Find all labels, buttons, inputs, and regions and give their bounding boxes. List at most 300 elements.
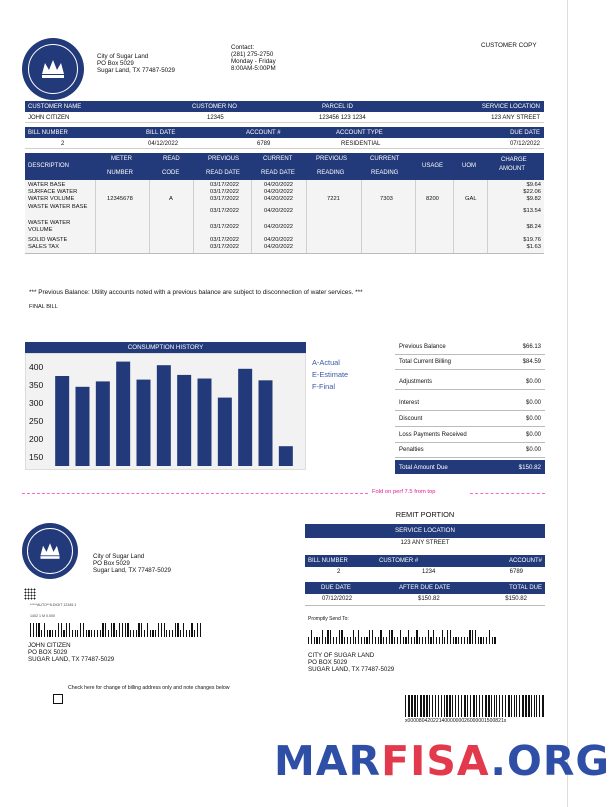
remit-row1-labels: [305, 555, 545, 567]
barcode-bar: [194, 630, 195, 637]
barcode-bar: [175, 623, 176, 637]
col-description: DESCRIPTION: [28, 163, 70, 169]
value-customer-no: 12345: [207, 114, 224, 121]
barcode-bar: [464, 637, 465, 644]
col-prev-reading-2: READING: [317, 170, 345, 176]
barcode-bar: [469, 630, 470, 644]
detail-cell-amount: $9.64: [526, 182, 541, 188]
summary-label: Previous Balance: [399, 344, 446, 350]
y-tick-label: 400: [29, 362, 44, 372]
barcode-bar: [423, 695, 425, 717]
mailer-auto-line: *****AUTO**5-DIGIT 12345 1: [30, 603, 77, 607]
barcode-bar: [432, 695, 433, 717]
fold-line-left: [22, 493, 368, 494]
promptly-send-to-label: Promptly Send To:: [308, 616, 349, 622]
watermark-part1: MAR: [274, 737, 382, 785]
barcode-bar: [476, 695, 477, 717]
barcode-bar: [350, 637, 351, 644]
barcode-bar: [417, 695, 418, 717]
col-curr-reading-2: READING: [371, 170, 399, 176]
consumption-bar: [137, 380, 151, 466]
detail-row-description: WATER BASE: [28, 182, 66, 188]
barcode-bar: [430, 637, 431, 644]
col-charge-1: CHARGE: [501, 157, 527, 163]
value-service-location: 123 ANY STREET: [491, 114, 540, 121]
barcode-bar: [486, 637, 487, 644]
barcode-bar: [366, 637, 367, 644]
city-address-block: [97, 53, 175, 74]
city-seal-logo-remit: [22, 523, 78, 579]
barcode-bar: [485, 695, 487, 717]
y-tick-label: 200: [29, 434, 44, 444]
detail-cell-prev-date: 03/17/2022: [210, 182, 240, 188]
barcode-bar: [336, 637, 337, 644]
detail-cell-prev-date: 03/17/2022: [210, 237, 240, 243]
remit-value-account: 6789: [509, 569, 523, 575]
barcode-bar: [499, 695, 500, 717]
barcode-bar: [83, 623, 84, 637]
barcode-bar: [502, 695, 503, 717]
mailer-line-3: SUGAR LAND, TX 77487-5029: [28, 656, 115, 663]
bill-header-values: [25, 139, 544, 149]
label-due-date: DUE DATE: [510, 129, 540, 136]
contact-phone: (281) 275-2750: [231, 51, 274, 58]
summary-row: [395, 428, 545, 443]
barcode-bar: [455, 695, 456, 717]
barcode-bar: [414, 695, 416, 717]
barcode-bar: [150, 630, 151, 637]
payee-line-3: SUGAR LAND, TX 77487-5029: [308, 666, 395, 673]
consumption-bar: [177, 375, 191, 466]
barcode-bar: [536, 695, 537, 717]
col-usage: USAGE: [422, 163, 444, 169]
legend-estimate: E-Estimate: [312, 370, 349, 379]
barcode-bar: [508, 695, 510, 717]
detail-cell-uom: GAL: [465, 196, 477, 202]
barcode-bar: [441, 695, 442, 717]
mailer-address: [28, 642, 114, 663]
detail-cell-curr-date: 04/20/2022: [264, 237, 294, 243]
barcode-bar: [461, 695, 462, 717]
label-parcel-id: PARCEL ID: [322, 103, 354, 110]
col-meter-1: METER: [111, 156, 132, 162]
value-due-date: 07/12/2022: [509, 140, 540, 147]
barcode-bar: [344, 637, 345, 644]
barcode-bar: [108, 630, 109, 637]
barcode-bar: [38, 623, 39, 637]
detail-cell-amount: $8.24: [526, 224, 541, 230]
barcode-bar: [113, 623, 114, 637]
barcode-bar: [347, 637, 348, 644]
barcode-bar: [511, 695, 512, 717]
city-city-line: Sugar Land, TX 77487-5029: [97, 67, 175, 74]
barcode-bar: [483, 637, 484, 644]
consumption-chart-svg: [26, 354, 307, 471]
barcode-bar: [375, 637, 376, 644]
legend-final: F-Final: [312, 382, 335, 391]
barcode-bar: [516, 695, 517, 717]
barcode-bar: [122, 623, 123, 637]
detail-cell-amount: $13.54: [523, 208, 541, 214]
barcode-bar: [80, 623, 81, 637]
barcode-bar: [41, 630, 42, 637]
barcode-bar: [467, 695, 468, 717]
barcode-bar: [191, 623, 192, 637]
barcode-bar: [428, 630, 429, 644]
barcode-bar: [435, 695, 436, 717]
barcode-bar: [478, 637, 479, 644]
summary-row: [395, 355, 545, 370]
city-seal-logo: [22, 38, 84, 100]
barcode-bar: [522, 695, 524, 717]
barcode-bar: [144, 630, 145, 637]
remit-row2-values: [305, 596, 545, 606]
barcode-bar: [426, 695, 428, 717]
summary-amount: $66.13: [522, 344, 541, 350]
summary-amount: $0.00: [525, 379, 541, 385]
barcode-bar: [436, 637, 437, 644]
barcode-bar: [411, 695, 413, 717]
barcode-bar: [58, 623, 59, 637]
detail-cell-curr-read: 7303: [380, 196, 393, 202]
total-amount-due-row: [395, 460, 545, 474]
col-uom: UOM: [462, 163, 476, 169]
consumption-bar: [218, 398, 232, 466]
barcode-bar: [47, 630, 48, 637]
barcode-bar: [52, 630, 53, 637]
barcode-bar: [420, 695, 422, 717]
barcode-bar: [525, 695, 527, 717]
barcode-bar: [458, 695, 459, 717]
detail-column-headers: [25, 153, 544, 180]
value-account-number: 6789: [257, 140, 271, 147]
barcode-bar: [311, 630, 312, 644]
barcode-bar: [449, 695, 451, 717]
final-bill-label: FINAL BILL: [29, 304, 58, 310]
barcode-bar: [534, 695, 535, 717]
barcode-bar: [69, 623, 70, 637]
total-amount-due-label: Total Amount Due: [399, 464, 448, 471]
barcode-bar: [479, 695, 480, 717]
crown-icon: [38, 54, 68, 84]
payee-line-1: CITY OF SUGAR LAND: [308, 652, 375, 659]
barcode-bar: [450, 630, 451, 644]
consumption-bar: [259, 380, 273, 466]
consumption-bar: [238, 369, 252, 466]
barcode-bar: [531, 695, 532, 717]
barcode-bar: [183, 623, 184, 637]
detail-cell-usage: 8200: [426, 196, 439, 202]
remit-value-total-due: $150.82: [505, 596, 527, 602]
value-bill-date: 04/12/2022: [148, 140, 179, 147]
barcode-bar: [475, 630, 476, 644]
watermark-part3: .ORG: [490, 737, 610, 785]
city-name: City of Sugar Land: [97, 53, 149, 60]
barcode-bar: [369, 630, 370, 644]
barcode-bar: [325, 637, 326, 644]
remit-city-name: City of Sugar Land: [93, 553, 145, 560]
barcode-bar: [180, 630, 181, 637]
barcode-bar: [539, 695, 540, 717]
detail-cell-curr-date: 04/20/2022: [264, 244, 294, 250]
previous-balance-notice: *** Previous Balance: Utility accounts noted with a previous balance are subject to disconnection of water services. ***: [29, 289, 363, 296]
barcode-bar: [380, 630, 381, 644]
col-read-2: CODE: [162, 170, 180, 176]
barcode-bar: [141, 623, 142, 637]
label-customer-name: CUSTOMER NAME: [28, 103, 82, 110]
remit-label-customer: CUSTOMER #: [379, 558, 419, 564]
summary-row: [395, 443, 545, 458]
barcode-bar: [100, 630, 101, 637]
barcode-bar: [405, 695, 406, 717]
barcode-bar: [482, 695, 483, 717]
payee-line-2: PO BOX 5029: [308, 659, 348, 666]
mailer-line-2: PO BOX 5029: [28, 649, 68, 656]
barcode-bar: [447, 630, 448, 644]
remit-label-account: ACCOUNT#: [508, 558, 542, 564]
crown-icon: [37, 538, 63, 564]
barcode-bar: [394, 637, 395, 644]
detail-cell-prev-date: 03/17/2022: [210, 244, 240, 250]
remit-title: REMIT PORTION: [395, 510, 455, 519]
barcode-bar: [147, 623, 148, 637]
detail-row-description: WASTE WATER VOLUME: [28, 220, 71, 233]
value-account-type: RESIDENTIAL: [341, 140, 381, 147]
barcode-bar: [378, 637, 379, 644]
mailer-postal-barcode: [30, 623, 202, 637]
barcode-bar: [330, 630, 331, 644]
barcode-bar: [472, 630, 473, 644]
barcode-bar: [319, 637, 320, 644]
barcode-bar: [400, 630, 401, 644]
barcode-bar: [491, 695, 492, 717]
change-address-checkbox[interactable]: [53, 694, 63, 704]
mailer-small-code: 1402 1 M 0.000: [30, 614, 55, 618]
summary-amount: $0.00: [525, 416, 541, 422]
barcode-bar: [138, 623, 139, 637]
detail-row-description: WASTE WATER BASE: [28, 204, 88, 210]
label-service-location: SERVICE LOCATION: [481, 103, 540, 110]
remit-label-due-date: DUE DATE: [321, 585, 351, 591]
barcode-bar: [453, 637, 454, 644]
barcode-bar: [403, 637, 404, 644]
barcode-bar: [464, 695, 466, 717]
account-header-values: [25, 113, 544, 123]
summary-label: Loss Payments Received: [399, 432, 467, 438]
barcode-bar: [439, 637, 440, 644]
barcode-bar: [308, 637, 309, 644]
detail-cell-amount: $1.63: [526, 244, 541, 250]
bill-header-labels: [25, 127, 544, 138]
chart-legend: [312, 357, 348, 393]
copy-label: CUSTOMER COPY: [481, 42, 537, 49]
barcode-bar: [66, 623, 67, 637]
barcode-bar: [341, 630, 342, 644]
barcode-bar: [391, 630, 392, 644]
barcode-bar: [155, 630, 156, 637]
value-customer-name: JOHN CITIZEN: [28, 114, 70, 121]
barcode-bar: [97, 630, 98, 637]
barcode-bar: [411, 637, 412, 644]
detail-cell-curr-date: 04/20/2022: [264, 189, 294, 195]
barcode-bar: [322, 630, 323, 644]
barcode-bar: [172, 630, 173, 637]
change-address-instruction: Check here for change of billing address only and note changes below: [68, 685, 230, 691]
barcode-bar: [433, 630, 434, 644]
col-read-1: READ: [163, 156, 180, 162]
watermark-logo: [274, 737, 610, 785]
summary-label: Discount: [399, 416, 423, 422]
barcode-bar: [44, 623, 45, 637]
detail-table-body: [25, 180, 544, 254]
barcode-bar: [355, 637, 356, 644]
detail-row-description: SALES TAX: [28, 244, 60, 250]
barcode-bar: [105, 623, 106, 637]
remit-value-after-due-date: $150.82: [418, 596, 440, 602]
remit-city-po-box: PO Box 5029: [93, 560, 130, 567]
detail-cell-prev-date: 03/17/2022: [210, 208, 240, 214]
detail-row-description: WATER VOLUME: [28, 196, 75, 202]
barcode-bar: [492, 637, 493, 644]
contact-label: Contact:: [231, 44, 255, 51]
barcode-bar: [49, 630, 50, 637]
barcode-bar: [116, 630, 117, 637]
barcode-bar: [438, 695, 439, 717]
barcode-bar: [169, 630, 170, 637]
barcode-bar: [77, 630, 78, 637]
barcode-bar: [200, 623, 201, 637]
summary-amount: $84.59: [522, 359, 541, 365]
detail-cell-curr-date: 04/20/2022: [264, 208, 294, 214]
barcode-bar: [425, 637, 426, 644]
barcode-bar: [519, 695, 520, 717]
summary-row: [395, 412, 545, 427]
contact-block: [231, 44, 276, 72]
barcode-bar: [452, 695, 453, 717]
detail-cell-prev-date: 03/17/2022: [210, 224, 240, 230]
summary-label: Interest: [399, 400, 420, 406]
detail-cell-amount: $9.82: [526, 196, 541, 202]
remit-city-line: Sugar Land, TX 77487-5029: [93, 567, 171, 574]
remit-value-bill-number: 2: [337, 569, 341, 575]
barcode-bar: [166, 630, 167, 637]
barcode-bar: [86, 630, 87, 637]
consumption-bar: [116, 362, 130, 466]
barcode-bar: [494, 637, 495, 644]
barcode-bar: [164, 623, 165, 637]
col-current-1: CURRENT: [263, 156, 293, 162]
chart-title: CONSUMPTION HISTORY: [25, 342, 306, 353]
barcode-bar: [136, 630, 137, 637]
watermark-part2: FISA: [381, 737, 491, 785]
detail-cell-prev-date: 03/17/2022: [210, 189, 240, 195]
barcode-bar: [102, 623, 103, 637]
remit-label-after-due-date: AFTER DUE DATE: [399, 585, 451, 591]
value-bill-number: 2: [61, 140, 65, 147]
barcode-bar: [372, 630, 373, 644]
barcode-bar: [152, 630, 153, 637]
remit-row1-values: [305, 569, 545, 579]
col-current-2: READ DATE: [261, 170, 295, 176]
barcode-bar: [91, 630, 92, 637]
barcode-bar: [455, 637, 456, 644]
summary-amount: $0.00: [525, 447, 541, 453]
barcode-bar: [61, 623, 62, 637]
barcode-bar: [389, 630, 390, 644]
consumption-chart: [25, 353, 306, 470]
barcode-bar: [444, 637, 445, 644]
barcode-bar: [461, 637, 462, 644]
consumption-bar: [157, 365, 171, 466]
summary-label: Penalties: [399, 447, 424, 453]
barcode-bar: [528, 695, 530, 717]
barcode-bar: [383, 637, 384, 644]
mailer-line-1: JOHN CITIZEN: [28, 642, 71, 649]
summary-amount: $0.00: [525, 400, 541, 406]
barcode-bar: [489, 630, 490, 644]
total-amount-due-value: $150.82: [518, 464, 541, 471]
detail-row-description: SURFACE WATER: [28, 189, 78, 195]
remit-label-bill-number: BILL NUMBER: [308, 558, 348, 564]
label-account-type: ACCOUNT TYPE: [336, 129, 383, 136]
barcode-bar: [55, 630, 56, 637]
consumption-bar: [279, 446, 293, 466]
barcode-bar: [130, 630, 131, 637]
col-previous-2: READ DATE: [206, 170, 240, 176]
remit-service-location-label: SERVICE LOCATION: [305, 524, 545, 538]
barcode-bar: [197, 623, 198, 637]
barcode-bar: [397, 637, 398, 644]
label-account-number: ACCOUNT #: [246, 129, 281, 136]
contact-days: Monday - Friday: [231, 58, 276, 65]
detail-cell-curr-date: 04/20/2022: [264, 182, 294, 188]
barcode-bar: [127, 623, 128, 637]
fold-line-right: [470, 493, 545, 494]
detail-cell-prev-date: 03/17/2022: [210, 196, 240, 202]
payee-postal-barcode: [308, 630, 497, 644]
barcode-bar: [458, 637, 459, 644]
barcode-bar: [408, 630, 409, 644]
summary-label: Total Current Billing: [399, 359, 452, 365]
scan-barcode: [405, 695, 545, 717]
consumption-bar: [96, 381, 110, 466]
col-previous-1: PREVIOUS: [208, 156, 240, 162]
barcode-bar: [63, 630, 64, 637]
detail-cell-amount: $22.06: [523, 189, 541, 195]
barcode-bar: [316, 637, 317, 644]
col-prev-reading-1: PREVIOUS: [316, 156, 348, 162]
barcode-bar: [353, 630, 354, 644]
barcode-bar: [339, 630, 340, 644]
value-parcel-id: 123456 123 1234: [319, 114, 366, 121]
barcode-bar: [189, 630, 190, 637]
qr-code: [24, 588, 36, 600]
city-po-box: PO Box 5029: [97, 60, 134, 67]
y-tick-label: 150: [29, 452, 44, 462]
consumption-bar: [198, 379, 212, 466]
remit-city-address: [93, 553, 171, 574]
remit-service-location: 123 ANY STREET: [400, 540, 450, 546]
barcode-bar: [33, 623, 34, 637]
label-bill-number: BILL NUMBER: [28, 129, 68, 136]
col-charge-2: AMOUNT: [499, 166, 525, 172]
barcode-bar: [488, 695, 490, 717]
remit-value-due-date: 07/12/2022: [322, 596, 353, 602]
detail-cell-meter: 12345678: [107, 196, 133, 202]
barcode-bar: [364, 637, 365, 644]
barcode-bar: [94, 630, 95, 637]
remit-value-customer: 1234: [422, 569, 436, 575]
